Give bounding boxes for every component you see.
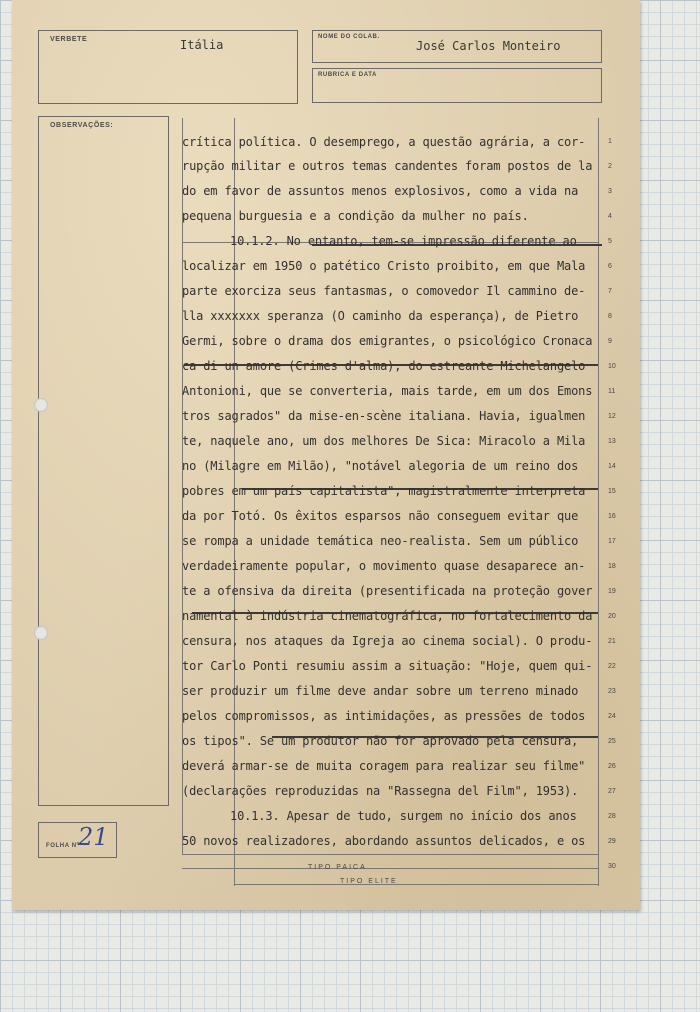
line-number: 11 <box>608 388 616 395</box>
elite-rule <box>234 884 598 885</box>
text-line-2: rupção militar e outros temas candentes foram postos de la <box>182 159 593 173</box>
text-line-14: no (Milagre em Milão), "notável alegoria de um reino dos <box>182 459 579 473</box>
line-number: 1 <box>608 138 612 145</box>
line-number: 5 <box>608 238 612 245</box>
tipo-paica-label: TIPO PAICA <box>308 864 367 871</box>
folha-label: FOLHA Nº <box>46 843 80 849</box>
verbete-label: VERBETE <box>50 36 88 43</box>
nome-value: José Carlos Monteiro <box>416 39 561 53</box>
text-line-3: do em favor de assuntos menos explosivos, como a vida na <box>182 184 579 198</box>
line-number: 7 <box>608 288 612 295</box>
text-line-30 <box>182 855 606 879</box>
text-line-4: pequena burguesia e a condição da mulher no país. <box>182 209 529 223</box>
line-number: 25 <box>608 738 616 745</box>
text-line-9: Germi, sobre o drama dos emigrantes, o psicológico Cronaca <box>182 334 593 348</box>
line-number: 22 <box>608 663 616 670</box>
line-number: 20 <box>608 613 616 620</box>
punch-hole-bottom <box>34 626 48 640</box>
line-number: 8 <box>608 313 612 320</box>
text-line-11: Antonioni, que se converteria, mais tarde, em um dos Emons <box>182 384 593 398</box>
line-number: 17 <box>608 538 616 545</box>
text-line-26: deverá armar-se de muita coragem para realizar seu filme" <box>182 759 586 773</box>
nome-label: NOME DO COLAB. <box>318 34 380 40</box>
tipo-elite-label: TIPO ELITE <box>340 878 398 885</box>
text-line-19: te a ofensiva da direita (presentificada na proteção gover <box>182 584 593 598</box>
line-number: 27 <box>608 788 616 795</box>
line-number: 10 <box>608 363 616 370</box>
line-number: 18 <box>608 563 616 570</box>
text-line-28: 10.1.3. Apesar de tudo, surgem no início dos anos <box>230 809 577 823</box>
line-number: 28 <box>608 813 616 820</box>
text-line-8: lla xxxxxxx speranza (O caminho da esperança), de Pietro <box>182 309 579 323</box>
text-line-23: ser produzir um filme deve andar sobre um terreno minado <box>182 684 579 698</box>
line-number: 12 <box>608 413 616 420</box>
line-number: 14 <box>608 463 616 470</box>
line-number: 15 <box>608 488 616 495</box>
text-line-5: 10.1.2. No entanto, tem-se impressão diferente ao <box>230 234 577 248</box>
line-number: 9 <box>608 338 612 345</box>
verbete-value: Itália <box>180 38 224 52</box>
line-number: 21 <box>608 638 616 645</box>
line-number: 26 <box>608 763 616 770</box>
observacoes-label: OBSERVAÇÕES: <box>50 122 114 129</box>
text-line-1: crítica política. O desemprego, a questão agrária, a cor- <box>182 135 586 149</box>
text-line-18: verdadeiramente popular, o movimento quase desaparece an- <box>182 559 586 573</box>
text-line-12: tros sagrados" da mise-en-scène italiana. Havia, igualmen <box>182 409 586 423</box>
line-number: 4 <box>608 213 612 220</box>
folha-number: 21 <box>78 823 109 851</box>
line-number: 2 <box>608 163 612 170</box>
line-number: 23 <box>608 688 616 695</box>
text-line-7: parte exorciza seus fantasmas, o comovedor Il cammino de- <box>182 284 586 298</box>
line-number: 24 <box>608 713 616 720</box>
line-number: 13 <box>608 438 616 445</box>
text-line-20: namental à indústria cinematográfica, no fortalecimento da <box>182 609 593 623</box>
text-line-27: (declarações reproduzidas na "Rassegna del Film", 1953). <box>182 784 579 798</box>
text-line-15: pobres em um país capitalista", magistralmente interpreta <box>182 484 586 498</box>
punch-hole-top <box>34 398 48 412</box>
line-number: 29 <box>608 838 616 845</box>
line-number: 6 <box>608 263 612 270</box>
text-line-24: pelos compromissos, as intimidações, as pressões de todos <box>182 709 586 723</box>
text-line-10: ca di un amore (Crimes d'alma), do estreante Michelangelo <box>182 359 586 373</box>
rubrica-label: RUBRICA E DATA <box>318 72 377 78</box>
observacoes-box <box>38 116 169 806</box>
line-number: 30 <box>608 863 616 870</box>
text-line-17: se rompa a unidade temática neo-realista. Sem um público <box>182 534 579 548</box>
line-number: 16 <box>608 513 616 520</box>
text-line-22: tor Carlo Ponti resumiu assim a situação: "Hoje, quem qui- <box>182 659 593 673</box>
text-line-21: censura, nos ataques da Igreja ao cinema social). O produ- <box>182 634 593 648</box>
line-number: 3 <box>608 188 612 195</box>
text-line-13: te, naquele ano, um dos melhores De Sica: Miracolo a Mila <box>182 434 586 448</box>
text-line-29: 50 novos realizadores, abordando assuntos delicados, e os <box>182 834 586 848</box>
text-line-16: da por Totó. Os êxitos esparsos não conseguem evitar que <box>182 509 579 523</box>
text-line-25: os tipos". Se um produtor não for aprovado pela censura, <box>182 734 579 748</box>
line-number: 19 <box>608 588 616 595</box>
text-line-6: localizar em 1950 o patético Cristo proibito, em que Mala <box>182 259 586 273</box>
